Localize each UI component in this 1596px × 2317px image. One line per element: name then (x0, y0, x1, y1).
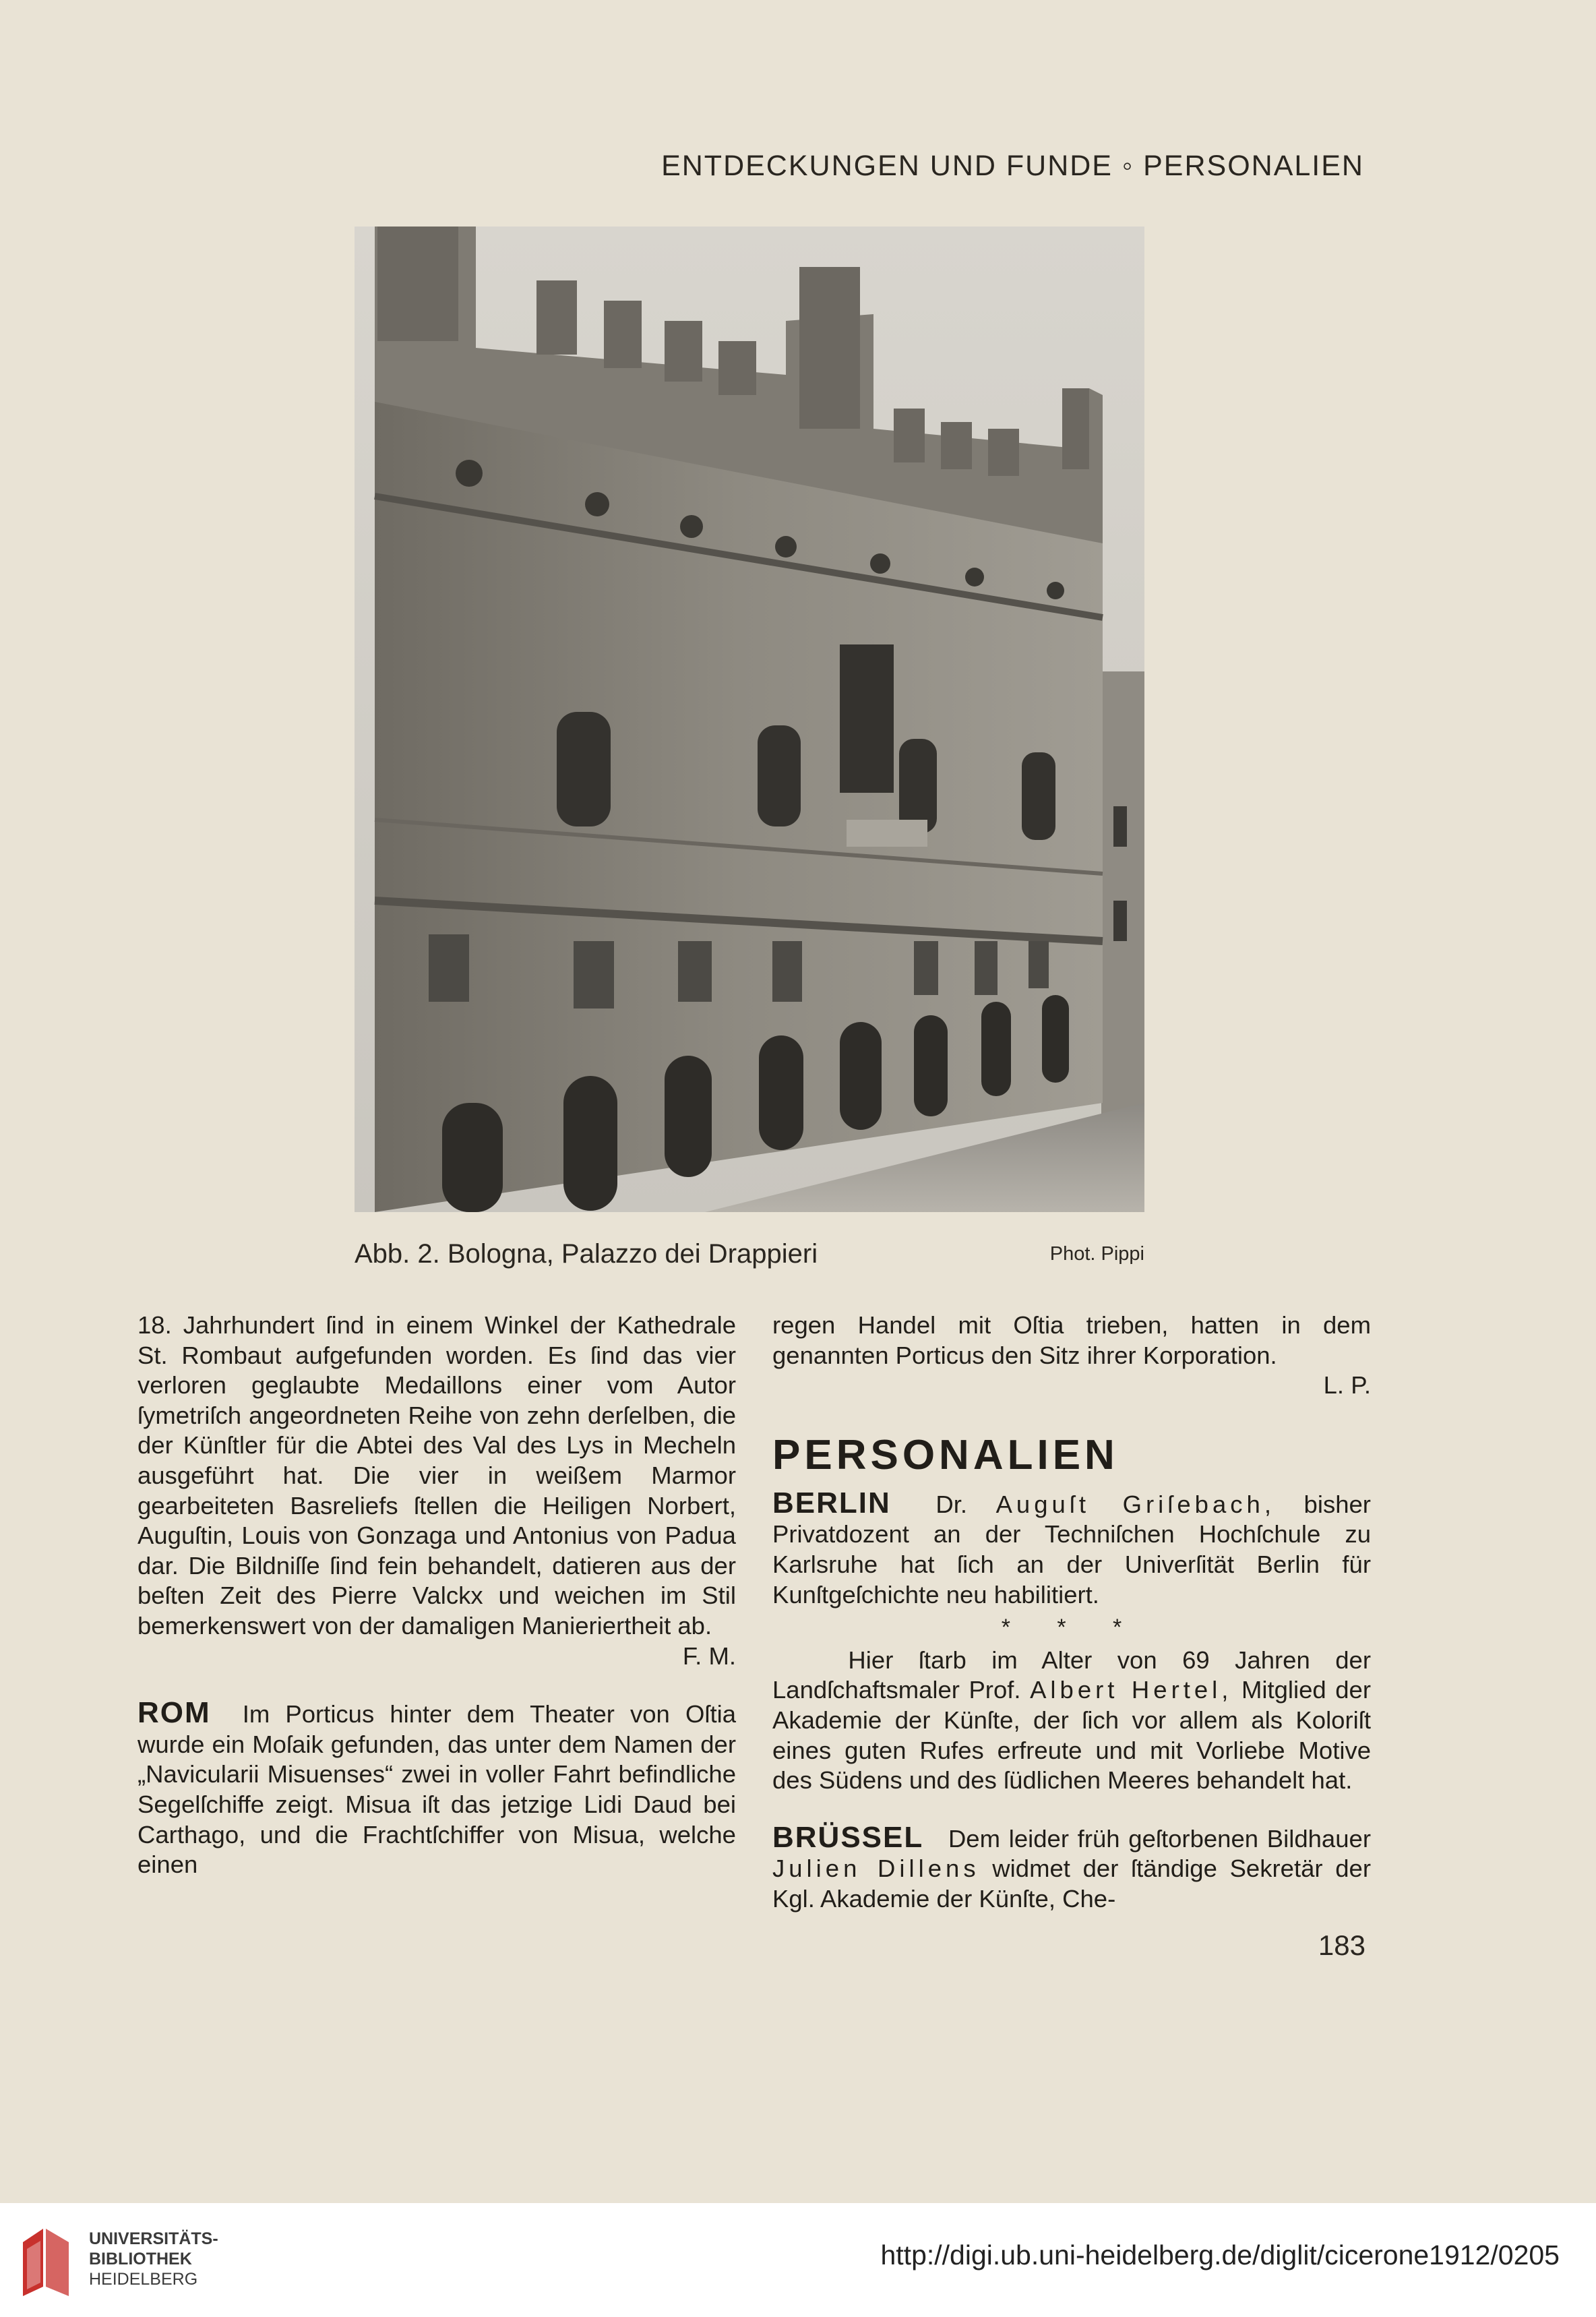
bruessel-text: widmet der ſtändige Sekretär der Kgl. Akademie der Künſte, Che- (772, 1855, 1371, 1913)
berlin-name: Auguſt Griſebach, (995, 1490, 1275, 1518)
signature-lp: L. P. (1323, 1371, 1371, 1400)
library-name (89, 2229, 218, 2289)
rom-text: Im Porticus hinter dem Theater von Oſtia wurde ein Moſaik gefunden, das unter dem Namen der „Navicularii Misuenses“ zwei in voller Fahrt befindliche Segelſchiffe zeigt. Misua iſt das jetzige Lidi Daud bei Carthago, und die Frachtſchiffer von Misua, welche einen (137, 1700, 736, 1879)
paragraph-medaillons: 18. Jahrhundert ſind in einem Winkel der Kathedrale St. Rombaut aufgefunden worden. Es ſind das vier verloren geglaubte Medaillons einer vom Autor ſymetriſch angeordneten Reihe von zehn derſelben, die der Künſtler für die Abtei des Val des Lys in Mecheln ausgeführt hat. Die vier in weißem Marmor gearbeiteten Basreliefs ſtellen die Heiligen Norbert, Auguſtin, Louis von Gonzaga und Antonius von Padua dar. Die Bildniſſe ſind fein behandelt, datieren aus der beſten Zeit des Pierre Valckx und weichen im Stil bemerkenswert von der damaligen Manieriertheit ab. (137, 1311, 736, 1639)
paragraph-berlin (772, 1488, 1371, 1610)
figure-photo-palazzo (355, 227, 1144, 1212)
hertel-pre: Hier ſtarb im Alter von 69 Jahren der Landſchaftsmaler Prof. (772, 1646, 1371, 1704)
keyword-bruessel: BRÜSSEL (772, 1820, 924, 1854)
paragraph-bruessel (772, 1820, 1371, 1915)
right-column (772, 1311, 1371, 1915)
berlin-pre: Dr. (935, 1490, 967, 1518)
section-separator-stars: * * * (1001, 1615, 1142, 1641)
paragraph-rom (137, 1698, 736, 1880)
hertel-name: Albert Hertel, (1030, 1676, 1233, 1704)
berlin-text: bisher Privatdozent an der Techniſchen Hochſchule zu Karlsruhe hat ſich an der Univerſität Berlin für Kunſtgeſchichte neu habilitiert. (772, 1490, 1371, 1608)
left-column (137, 1311, 736, 1880)
library-line-3: HEIDELBERG (89, 2270, 198, 2289)
bruessel-pre: Dem leider früh geſtorbenen Bildhauer (948, 1824, 1371, 1853)
paragraph-rom-continued: regen Handel mit Oſtia trieben, hatten in dem genannten Porticus den Sitz ihrer Korporation. (772, 1311, 1371, 1369)
figure-caption (355, 1239, 1144, 1280)
page-number: 183 (1318, 1929, 1365, 1961)
digitization-footer (0, 2203, 1596, 2317)
library-line-1: UNIVERSITÄTS- (89, 2229, 218, 2248)
keyword-rom: ROM (137, 1696, 211, 1730)
library-line-2: BIBLIOTHEK (89, 2250, 192, 2268)
section-heading-personalien: PERSONALIEN (772, 1431, 1119, 1478)
running-head: ENTDECKUNGEN UND FUNDE ◦ PERSONALIEN (661, 150, 1364, 182)
library-logo-icon (19, 2222, 73, 2297)
caption-text: Abb. 2. Bologna, Palazzo dei Drappieri (355, 1239, 818, 1269)
palazzo-photograph (355, 227, 1144, 1212)
bruessel-name: Julien Dillens (772, 1855, 980, 1883)
photo-credit: Phot. Pippi (1049, 1243, 1144, 1265)
permalink-url[interactable]: http://digi.ub.uni-heidelberg.de/diglit/cicerone1912/0205 (880, 2239, 1560, 2270)
signature-fm: F. M. (682, 1642, 736, 1670)
hertel-text: Mitglied der Akademie der Künſte, der ſich vor allem als Koloriſt eines guten Rufes erfreute und mit Vorliebe Motive des Südens und des ſüdlichen Meeres behandelt hat. (772, 1676, 1371, 1795)
paragraph-hertel (772, 1646, 1371, 1796)
keyword-berlin: BERLIN (772, 1486, 891, 1519)
